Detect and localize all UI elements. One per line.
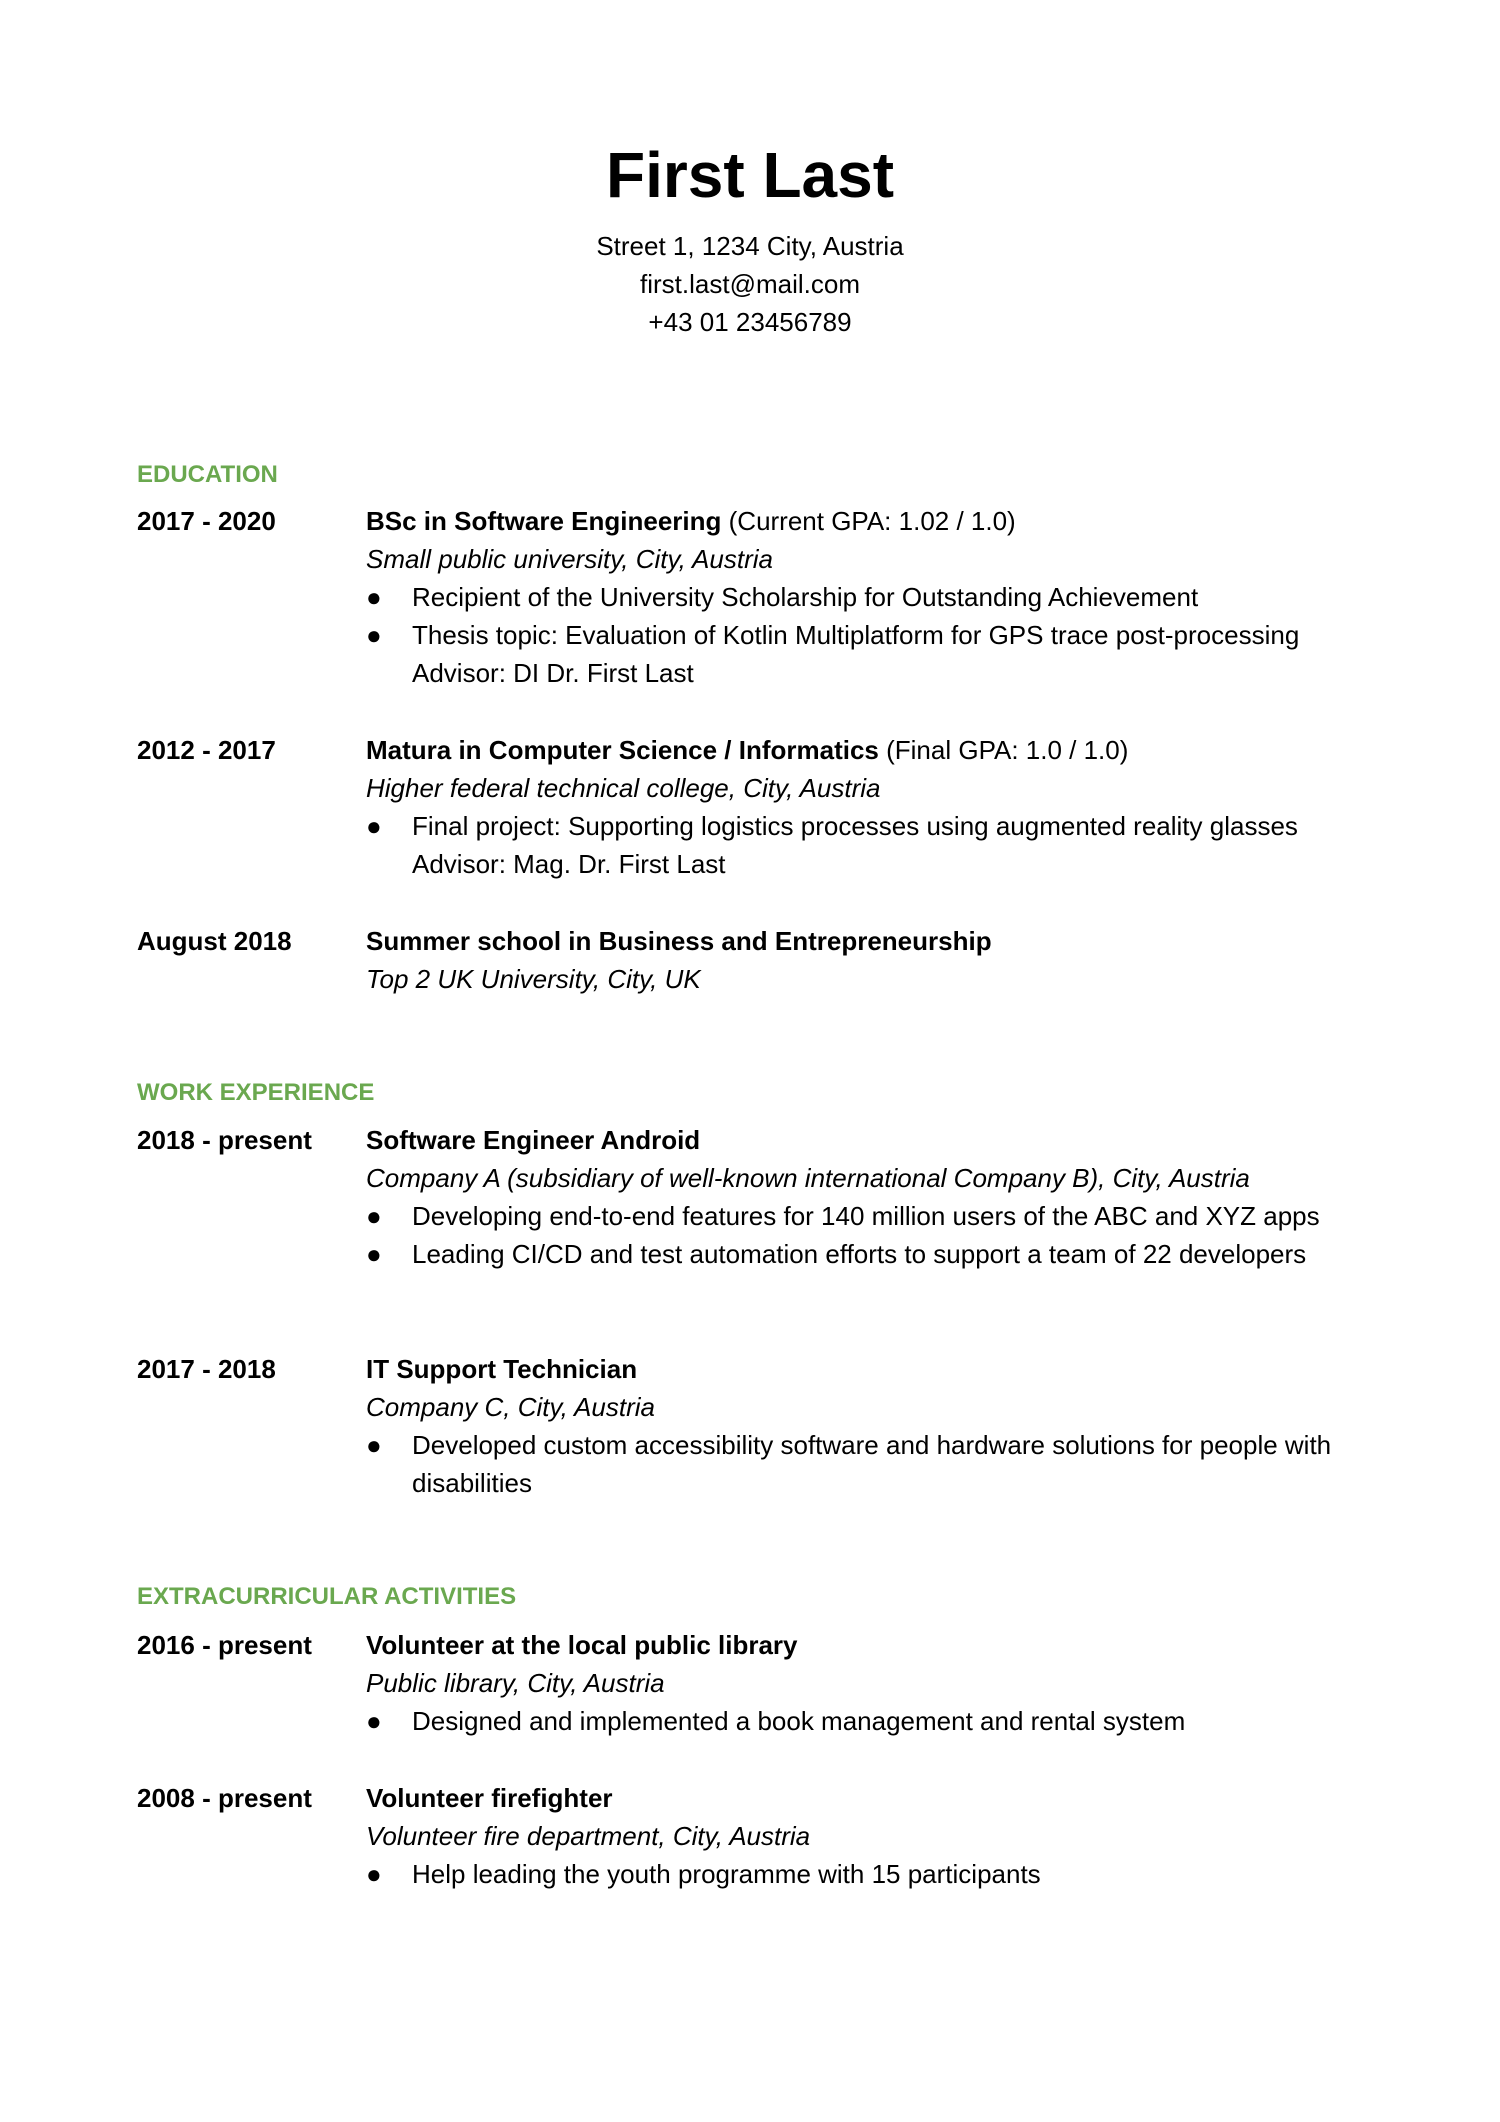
bullet-text: Developing end-to-end features for 140 million users of the ABC and XYZ apps [412, 1201, 1320, 1231]
entry-body [366, 1779, 1387, 1893]
bullet-item [366, 1702, 1376, 1740]
entry-title: BSc in Software Engineering [366, 506, 722, 536]
entry-title-line [366, 922, 1387, 960]
bullet-text: Final project: Supporting logistics processes using augmented reality glasses Advisor: Mag. Dr. First Last [412, 811, 1298, 879]
bullet-item [366, 1235, 1376, 1273]
bullet-icon: ● [366, 1430, 382, 1460]
section-heading-extra: EXTRACURRICULAR ACTIVITIES [137, 1583, 517, 1610]
entry-place: Small public university, City, Austria [366, 544, 773, 574]
bullet-text: Help leading the youth programme with 15 participants [412, 1859, 1041, 1889]
entry-title: Matura in Computer Science / Informatics [366, 735, 879, 765]
entry-date: 2017 - 2018 [137, 1354, 276, 1384]
bullet-icon: ● [366, 1201, 382, 1231]
entry-place: Top 2 UK University, City, UK [366, 964, 701, 994]
bullet-item [366, 1426, 1376, 1502]
entry-date: August 2018 [137, 926, 292, 956]
bullet-text: Recipient of the University Scholarship for Outstanding Achievement [412, 582, 1199, 612]
entry-body [366, 1626, 1387, 1740]
bullet-list [366, 578, 1387, 692]
bullet-text: Thesis topic: Evaluation of Kotlin Multiplatform for GPS trace post-processing Advisor: DI Dr. First Last [412, 620, 1300, 688]
bullet-item [366, 1855, 1376, 1893]
bullet-list [366, 1702, 1387, 1740]
entry-title: Volunteer at the local public library [366, 1630, 798, 1660]
bullet-icon: ● [366, 620, 382, 650]
entry-title-line [366, 1779, 1387, 1817]
contact-info [0, 227, 1500, 341]
bullet-text: Leading CI/CD and test automation efforts to support a team of 22 developers [412, 1239, 1307, 1269]
entry-date: 2012 - 2017 [137, 735, 276, 765]
entry-title-line [366, 1626, 1387, 1664]
candidate-name: First Last [605, 139, 895, 211]
entry-place: Company C, City, Austria [366, 1392, 655, 1422]
bullet-list [366, 807, 1387, 883]
entry-date: 2016 - present [137, 1630, 312, 1660]
entry-title: Summer school in Business and Entrepreneurship [366, 926, 992, 956]
entry-date: 2018 - present [137, 1125, 312, 1155]
bullet-icon: ● [366, 1706, 382, 1736]
bullet-icon: ● [366, 582, 382, 612]
bullet-list [366, 1197, 1387, 1273]
entry-body [366, 502, 1387, 692]
entry-body [366, 1121, 1387, 1273]
entry-title: IT Support Technician [366, 1354, 638, 1384]
entry-body [366, 1350, 1387, 1502]
entry-date: 2017 - 2020 [137, 506, 276, 536]
entry-note: (Final GPA: 1.0 / 1.0) [878, 735, 1129, 765]
entry-note: (Current GPA: 1.02 / 1.0) [721, 506, 1016, 536]
entry-place: Public library, City, Austria [366, 1668, 665, 1698]
entry-title-line [366, 1121, 1387, 1159]
entry-place: Volunteer fire department, City, Austria [366, 1821, 811, 1851]
entry-date: 2008 - present [137, 1783, 312, 1813]
entry-title-line [366, 731, 1387, 769]
bullet-item [366, 578, 1376, 616]
entry-title-line [366, 1350, 1387, 1388]
entry-title: Volunteer firefighter [366, 1783, 613, 1813]
bullet-text: Designed and implemented a book management and rental system [412, 1706, 1186, 1736]
section-heading-work: WORK EXPERIENCE [137, 1079, 375, 1106]
email: first.last@mail.com [640, 269, 860, 299]
bullet-icon: ● [366, 1859, 382, 1889]
bullet-list [366, 1426, 1387, 1502]
entry-body [366, 922, 1387, 998]
section-heading-education: EDUCATION [137, 461, 278, 488]
bullet-text: Developed custom accessibility software and hardware solutions for people with disabilities [412, 1430, 1332, 1498]
address: Street 1, 1234 City, Austria [596, 231, 904, 261]
bullet-item [366, 616, 1376, 692]
bullet-list [366, 1855, 1387, 1893]
bullet-item [366, 1197, 1376, 1235]
phone: +43 01 23456789 [648, 307, 852, 337]
entry-place: Company A (subsidiary of well-known international Company B), City, Austria [366, 1163, 1250, 1193]
bullet-icon: ● [366, 811, 382, 841]
entry-body [366, 731, 1387, 883]
entry-title-line [366, 502, 1387, 540]
bullet-icon: ● [366, 1239, 382, 1269]
bullet-item [366, 807, 1376, 883]
entry-title: Software Engineer Android [366, 1125, 701, 1155]
entry-place: Higher federal technical college, City, Austria [366, 773, 881, 803]
